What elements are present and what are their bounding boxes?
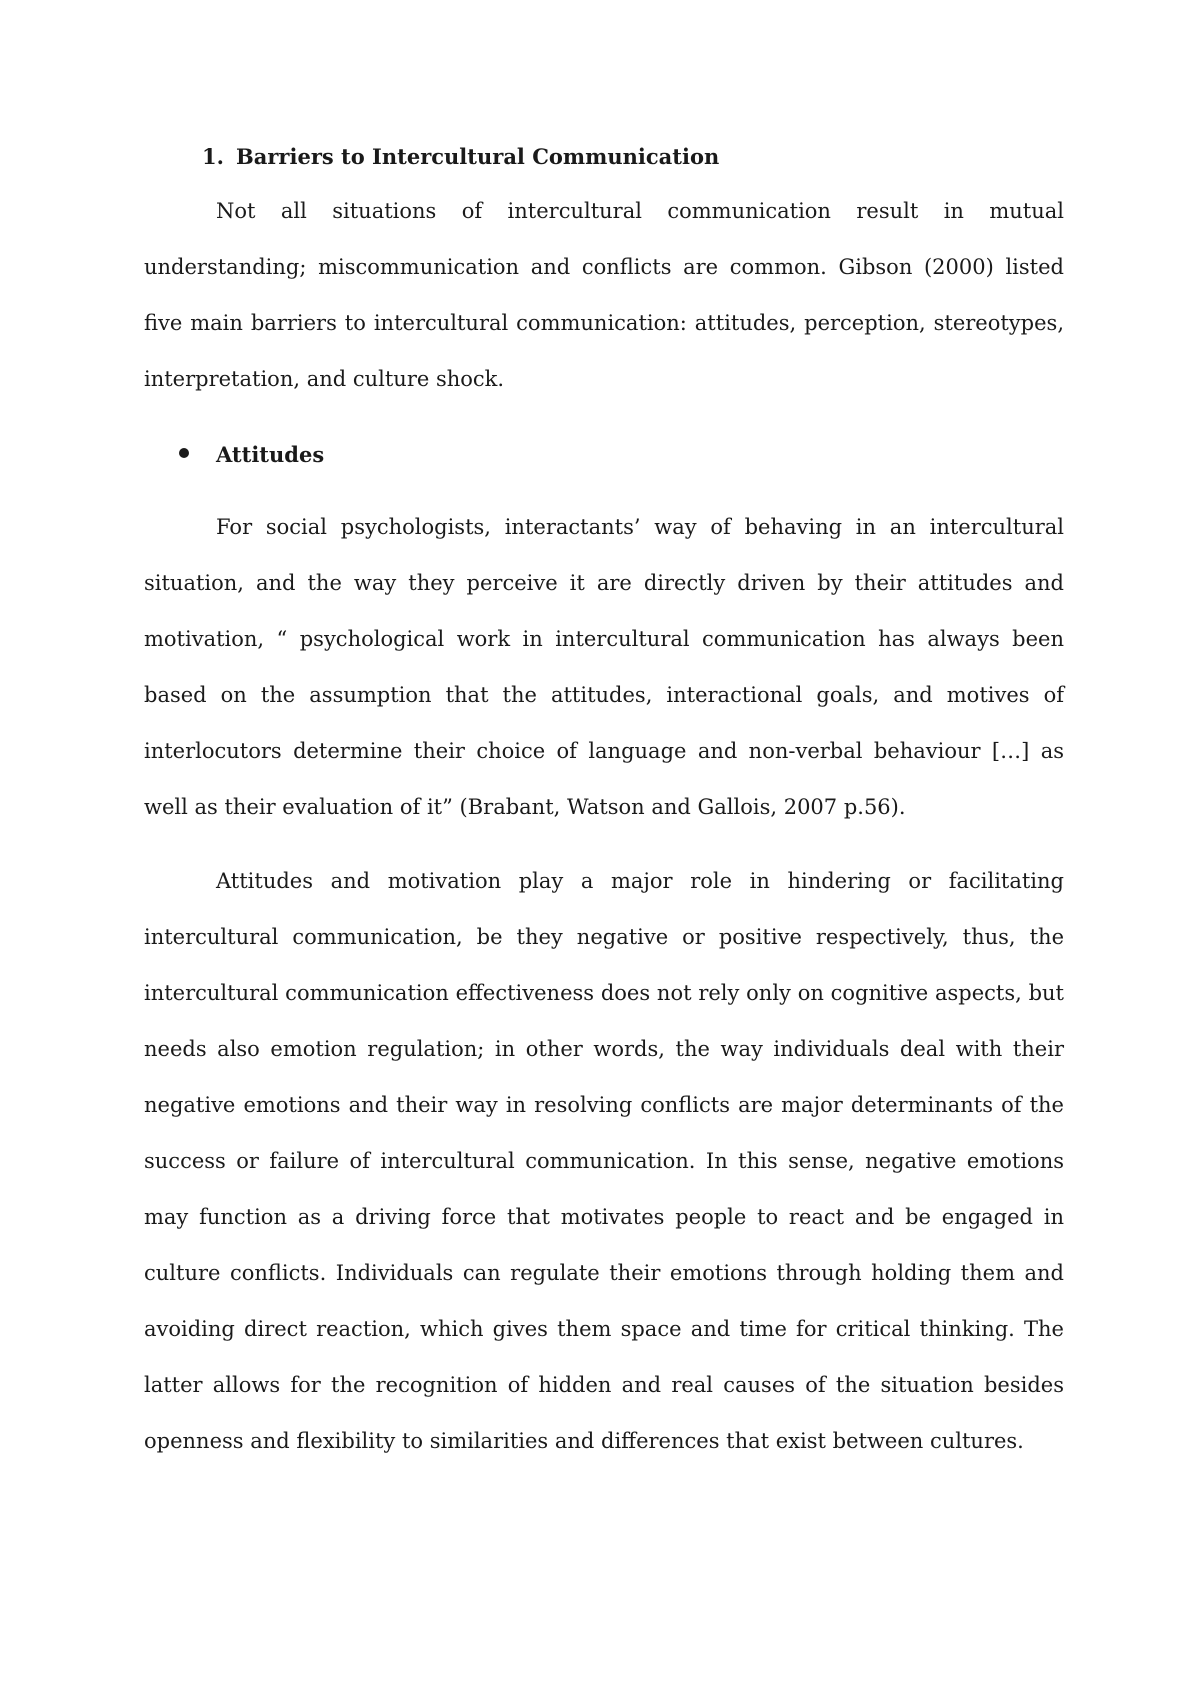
section-number: 1.: [202, 144, 224, 169]
subsection-heading: [144, 441, 1064, 469]
bullet-icon: [179, 448, 189, 458]
subsection-title: Attitudes: [216, 442, 325, 467]
intro-paragraph: Not all situations of intercultural communication result in mutual understanding; miscommunication and conflicts are common. Gibson (2000) listed five main barriers to intercultural communication: attitudes, perception, stereotypes, interpretation, and culture shock.: [144, 199, 1064, 391]
body-paragraph-2: Attitudes and motivation play a major role in hindering or facilitating intercultural communication, be they negative or positive respectively, thus, the intercultural communication effectiveness does not rely only on cognitive aspects, but needs also emotion regulation; in other words, the way individuals deal with their negative emotions and their way in resolving conflicts are major determinants of the success or failure of intercultural communication. In this sense, negative emotions may function as a driving force that motivates people to react and be engaged in culture conflicts. Individuals can regulate their emotions through holding them and avoiding direct reaction, which gives them space and time for critical thinking. The latter allows for the recognition of hidden and real causes of the situation besides openness and flexibility to similarities and differences that exist between cultures.: [144, 869, 1064, 1453]
body-paragraph-1: For social psychologists, interactants’ way of behaving in an intercultural situation, and the way they perceive it are directly driven by their attitudes and motivation, “ psychological work in intercultural communication has always been based on the assumption that the attitudes, interactional goals, and motives of interlocutors determine their choice of language and non-verbal behaviour […] as well as their evaluation of it” (Brabant, Watson and Gallois, 2007 p.56).: [144, 515, 1064, 819]
section-title: Barriers to Intercultural Communication: [236, 144, 720, 169]
section-heading: [144, 143, 1064, 171]
